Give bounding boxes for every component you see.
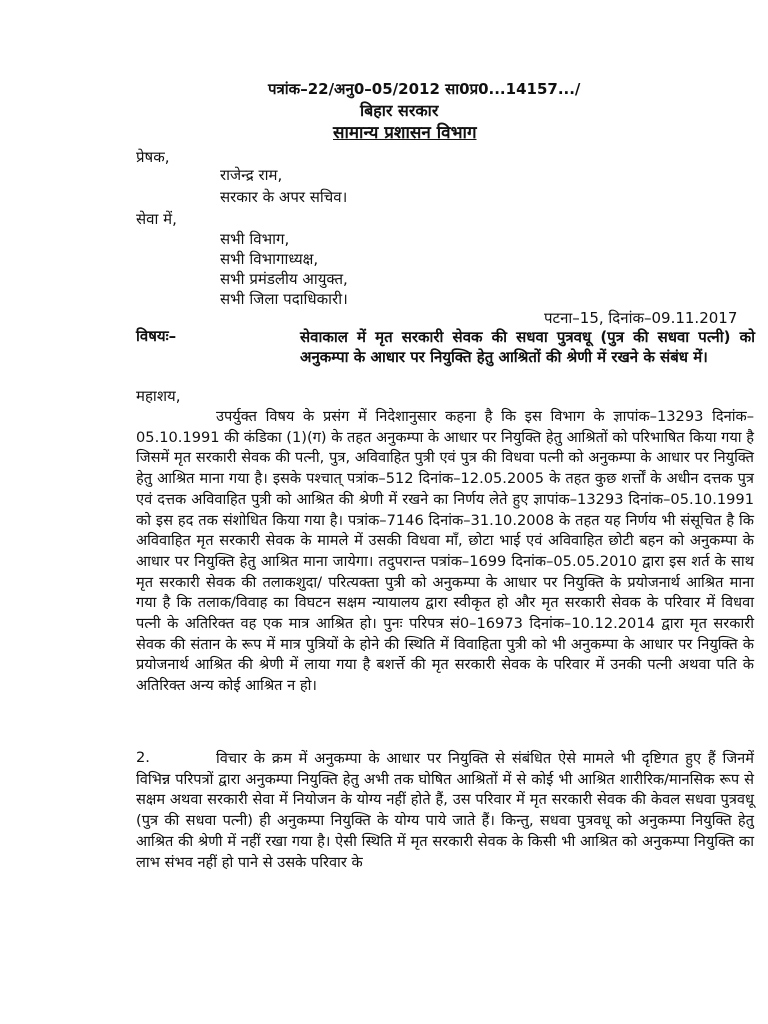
recipient-label: सेवा में, (136, 210, 177, 228)
paragraph-2: विचार के क्रम में अनुकम्पा के आधार पर नियुक्ति से संबंधित ऐसे मामले भी दृष्टिगत हुए हैं जिनमें विभिन्न परिपत्रों द्वारा अनुकम्पा नियुक्ति हेतु अभी तक घोषित आश्रितों में से कोई भी आश्रित शारीरिक/मानसिक रूप से सक्षम अथवा सरकारी सेवा में नियोजन के योग्य नहीं होते हैं, उस परिवार में मृत सरकारी सेवक की केवल सधवा पुत्रवधू (पुत्र की सधवा पत्नी) ही अनुकम्पा नियुक्ति के योग्य पाये जाते हैं। किन्तु, सधवा पुत्रवधू को अनुकम्पा नियुक्ति हेतु आश्रित की श्रेणी में नहीं रखा गया है। ऐसी स्थिति में मृत सरकारी सेवक के किसी भी आश्रित को अनुकम्पा नियुक्ति का लाभ संभव नहीं हो पाने से उसके परिवार के (136, 750, 754, 871)
paragraph-1: उपर्युक्त विषय के प्रसंग में निदेशानुसार कहना है कि इस विभाग के ज्ञापांक–13293 दिनांक–05.10.1991 की कंडिका (1)(ग) के तहत अनुकम्पा के आधार पर नियुक्ति हेतु आश्रितों को परिभाषित किया गया है जिसमें मृत सरकारी सेवक की पत्नी, पुत्र, अविवाहित पुत्री एवं पुत्र की विधवा पत्नी को अनुकम्पा के आधार पर नियुक्ति हेतु आश्रित माना गया है। इसके पश्चात् पत्रांक–512 दिनांक–12.05.2005 के तहत कुछ शर्त्तों के अधीन दत्तक पुत्र एवं दत्तक अविवाहित पुत्री को आश्रित की श्रेणी में रखने का निर्णय लेते हुए ज्ञापांक–13293 दिनांक–05.10.1991 को इस हद तक संशोधित किया गया है। पत्रांक–7146 दिनांक–31.10.2008 के तहत यह निर्णय भी संसूचित है कि अविवाहित मृत सरकारी सेवक के मामले में उसकी विधवा माँ, छोटा भाई एवं अविवाहित छोटी बहन को अनुकम्पा के आधार पर नियुक्ति हेतु आश्रित माना जायेगा। तदुपरान्त पत्रांक–1699 दिनांक–05.05.2010 द्वारा इस शर्त के साथ मृत सरकारी सेवक की तलाकशुदा/ परित्यक्ता पुत्री को अनुकम्पा के आधार पर नियुक्ति के प्रयोजनार्थ आश्रित माना गया है कि तलाक/विवाह का विघटन सक्षम न्यायालय द्वारा स्वीकृत हो और मृत सरकारी सेवक के परिवार में विधवा पत्नी के अतिरिक्त वह एक मात्र आश्रित हो। पुनः परिपत्र सं0–16973 दिनांक–10.12.2014 द्वारा मृत सरकारी सेवक की संतान के रूप में मात्र पुत्रियों के होने की स्थिति में विवाहिता पुत्री को भी अनुकम्पा के आधार पर नियुक्ति के प्रयोजनार्थ आश्रित की श्रेणी में लाया गया है बशर्त्ते की मृत सरकारी सेवक के परिवार में उनकी पत्नी अथवा पति के अतिरिक्त अन्य कोई आश्रित न हो। (136, 408, 754, 695)
salutation: महाशय, (136, 387, 181, 405)
department-heading: सामान्य प्रशासन विभाग (333, 123, 477, 143)
government-heading: बिहार सरकार (360, 101, 439, 120)
place-date: पटना–15, दिनांक–09.11.2017 (544, 309, 738, 327)
recipient-line: सभी विभाग, (220, 230, 290, 248)
sender-label: प्रेषक, (136, 148, 170, 166)
subject-text: सेवाकाल में मृत सरकारी सेवक की सधवा पुत्रवधू (पुत्र की सधवा पत्नी) को अनुकम्पा के आधार पर नियुक्ति हेतु आश्रितों की श्रेणी में रखने के संबंध में। (300, 328, 755, 366)
sender-designation: सरकार के अपर सचिव। (220, 188, 348, 206)
paragraph-2-number: 2. (136, 749, 150, 766)
recipient-line: सभी जिला पदाधिकारी। (220, 290, 348, 308)
subject-label: विषयः– (136, 327, 177, 345)
recipient-line: सभी प्रमंडलीय आयुक्त, (220, 270, 348, 288)
letter-reference-number: पत्रांक–22/अनु0–05/2012 सा0प्र0...14157.../ (268, 80, 581, 98)
sender-name: राजेन्द्र राम, (220, 166, 283, 184)
recipient-line: सभी विभागाध्यक्ष, (220, 250, 319, 268)
